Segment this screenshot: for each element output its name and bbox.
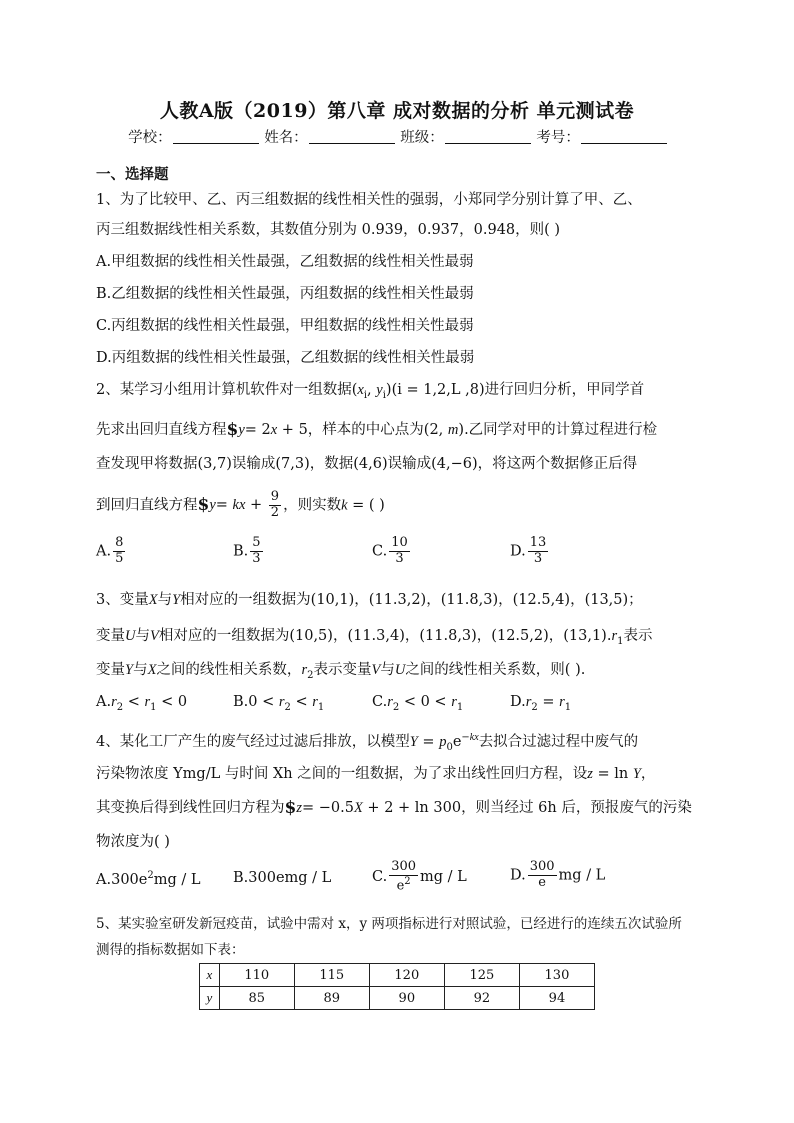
q3-option-d: $D.r_2 = r_1$ xyxy=(510,694,572,713)
table-cell: 92 xyxy=(444,987,519,1010)
table-cell: 125 xyxy=(444,964,519,987)
q3-option-c: $C.r_2 < 0 < r_1$ xyxy=(372,694,464,713)
table-row xyxy=(200,987,595,1010)
q4-option-c: C. $\frac{300}{e^2}$ mg / L xyxy=(372,859,467,894)
q1-option-d: D.丙组数据的线性相关性最强，乙组数据的线性相关性最弱 xyxy=(96,350,475,366)
q1-line2: 丙三组数据线性相关系数，其数值分别为 0.939，0.937，0.948，则( ) xyxy=(96,222,561,238)
q3-line2: 变量U与V相对应的一组数据为(10,5)，(11.3,4)，(11.8,3)，(12.5,2)，$(13,1).r_1$表示 xyxy=(96,628,653,647)
table-cell: 89 xyxy=(294,987,369,1010)
q4-line3: 其变换后得到线性回归方程为$z= −0.5X + 2 + ln 300，则当经过 6h 后，预报废气的污染 xyxy=(96,798,692,818)
table-cell: 130 xyxy=(519,964,594,987)
q3-option-a: $A.r_2 < r_1 < 0$ xyxy=(96,694,188,713)
q3-option-b: $B.0 < r_2 < r_1$ xyxy=(233,694,325,713)
table-cell: 115 xyxy=(294,964,369,987)
exam-no-blank xyxy=(581,130,667,144)
q4-option-a: $A.300e^2mg$ / L xyxy=(96,870,201,888)
data-table xyxy=(199,963,595,1010)
exam-no-label: 考号： xyxy=(536,130,580,146)
table-cell: 120 xyxy=(369,964,444,987)
school-blank xyxy=(173,130,259,144)
name-blank xyxy=(309,130,395,144)
q2-line3: 查发现甲将数据(3,7)误输成(7,3)，数据(4,6)误输成(4,−6)，将这两个数据修正后得 xyxy=(96,456,638,472)
q1-option-c: C.丙组数据的线性相关性最强，甲组数据的线性相关性最弱 xyxy=(96,318,474,334)
q4-option-d: D. $\frac{300}{e}$ mg / L xyxy=(510,859,606,890)
class-blank xyxy=(445,130,531,144)
page-title: 人教A版（2019）第八章 成对数据的分析 单元测试卷 xyxy=(159,100,635,122)
table-cell: x xyxy=(200,964,220,987)
q4-line2: 污染物浓度 Ymg/L 与时间 Xh 之间的一组数据，为了求出线性回归方程，设z = ln Y， xyxy=(96,766,656,782)
class-label: 班级： xyxy=(400,130,444,146)
table-cell: 90 xyxy=(369,987,444,1010)
q4-option-b: B.300emg / L xyxy=(233,870,332,886)
q2-option-c: C. $\frac{10}{3}$ xyxy=(372,535,408,566)
q2-option-b: B. $\frac{5}{3}$ xyxy=(233,535,261,566)
name-label: 姓名： xyxy=(264,130,308,146)
table-cell: 85 xyxy=(219,987,294,1010)
q2-option-d: D. $\frac{13}{3}$ xyxy=(510,535,547,566)
q1-line1: 1、为了比较甲、乙、丙三组数据的线性相关性的强弱，小郑同学分别计算了甲、乙、 xyxy=(96,192,642,208)
table-row xyxy=(200,964,595,987)
school-label: 学校： xyxy=(128,130,172,146)
q5-line2: 测得的指标数据如下表： xyxy=(96,942,245,958)
q4-line4: 物浓度为( ) xyxy=(96,834,170,850)
q2-option-a: A. $\frac{8}{5}$ xyxy=(96,535,124,566)
q5-line1: 5、某实验室研发新冠疫苗，试验中需对 x，y 两项指标进行对照试验，已经进行的连续五次试验所 xyxy=(96,916,682,932)
q2-line1: 2、某学习小组用计算机软件对一组数据($x_i$, $y_i)(i = 1,2,L$ ,8)进行回归分析，甲同学首 xyxy=(96,382,645,401)
section-title: 一、选择题 xyxy=(96,166,169,183)
table-cell: y xyxy=(200,987,220,1010)
q1-option-b: B.乙组数据的线性相关性最强，丙组数据的线性相关性最弱 xyxy=(96,286,474,302)
q2-line4: 到回归直线方程$y= kx + $\frac{9}{2}$ ，则实数k = ( ) xyxy=(96,489,385,520)
q2-line2: 先求出回归直线方程$y= 2x + 5，样本的中心点为(2, m).乙同学对甲的计算过程进行检 xyxy=(96,420,658,440)
student-info-line xyxy=(0,126,794,147)
table-cell: 94 xyxy=(519,987,594,1010)
q2-data-expr: ($x_i$, $y_i)(i = 1,2,L$ ,8) xyxy=(351,382,485,401)
q2-equation-1: $y= 2x + 5 xyxy=(226,420,308,440)
q3-line1: 3、变量X与Y相对应的一组数据为(10,1)，(11.3,2)，(11.8,3)，(12.5,4)，(13,5)； xyxy=(96,592,643,608)
q1-option-a: A.甲组数据的线性相关性最强，乙组数据的线性相关性最弱 xyxy=(96,254,474,270)
q3-line3: 变量Y与X之间的线性相关系数，$r_2$表示变量V与U之间的线性相关系数，则( ). xyxy=(96,662,586,681)
q4-line1: 4、某化工厂产生的废气经过过滤后排放，以模型$Y = p_0e^{-kx}$去拟合过滤过程中废气的 xyxy=(96,732,639,753)
table-cell: 110 xyxy=(219,964,294,987)
q2-center-point: (2, m) xyxy=(423,422,465,438)
q2-equation-2: $y= kx + $\frac{9}{2}$ xyxy=(197,489,280,520)
